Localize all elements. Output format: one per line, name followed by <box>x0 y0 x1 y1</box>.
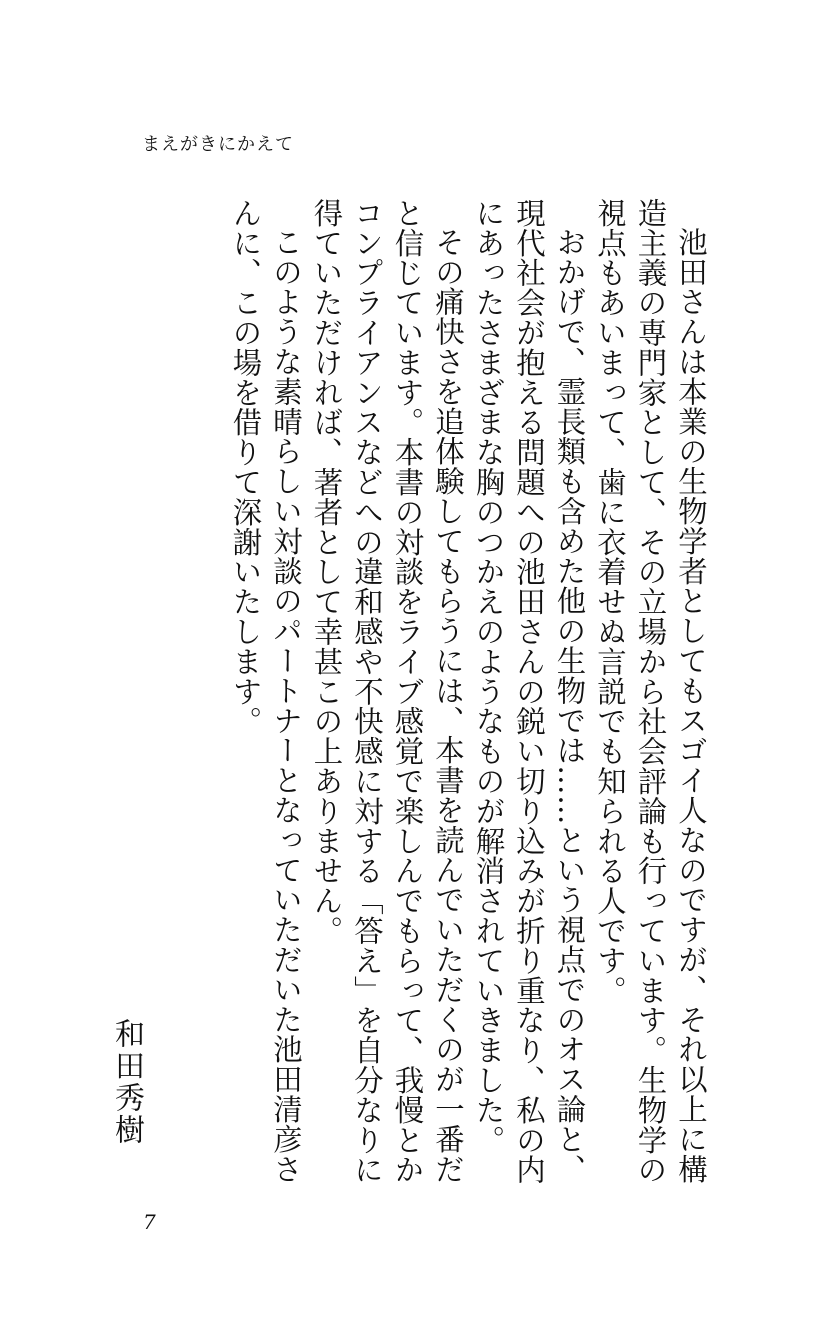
page-number: 7 <box>143 1210 156 1234</box>
paragraph: 池田さんは本業の生物学者としてもスゴイ人なのですが、それ以上に構造主義の専門家として、その立場から社会評論も行っています。生物学の視点もあいまって、歯に衣着せぬ言説でも知られる人です。 <box>593 198 708 1185</box>
paragraph: このような素晴らしい対談のパートナーとなっていただいた池田清彦さんに、この場を借りて深謝いたします。 <box>228 198 303 1185</box>
paragraph: おかげで、霊長類も含めた他の生物では……という視点でのオス論と、現代社会が抱える問題への池田さんの鋭い切り込みが折り重なり、私の内にあったさまざまな胸のつかえのようなものが解消されていきました。 <box>471 198 587 1185</box>
paragraph: その痛快さを追体験してもらうには、本書を読んでいただくのが一番だと信じています。本書の対談をライブ感覚で楽しんでもらって、我慢とかコンプライアンスなどへの違和感や不快感に対する「答え」を自分なりに得ていただければ、著者として幸甚この上ありません。 <box>309 198 465 1185</box>
author-signature: 和田秀樹 <box>109 1018 144 1146</box>
body-text <box>111 198 711 1208</box>
running-head: まえがきにかえて <box>142 134 294 155</box>
